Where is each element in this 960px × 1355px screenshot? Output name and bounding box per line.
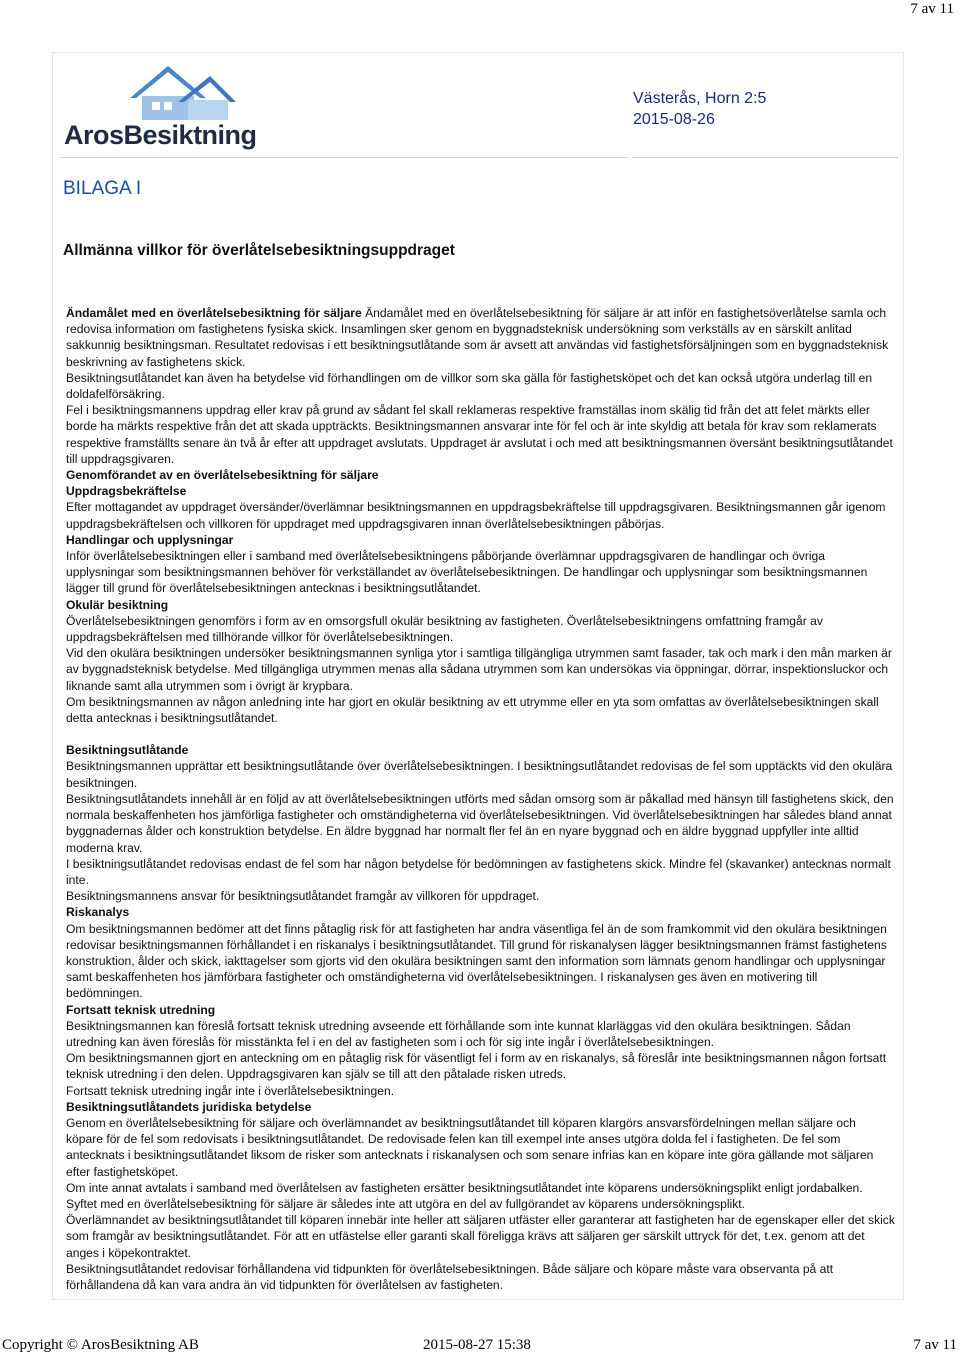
section-heading: Besiktningsutlåtandets juridiska betydelse bbox=[66, 1099, 312, 1114]
paragraph: Besiktningsmannen upprättar ett besiktningsutlåtande över överlåtelsebesiktningen. I besiktningsutlåtandet redovisas de fel som upptäckts vid den okulära besiktningen. bbox=[66, 759, 893, 790]
intro-lead: Ändamålet med en överlåtelsebesiktning för säljare bbox=[66, 306, 362, 320]
header-divider-right bbox=[632, 157, 898, 158]
logo-wordmark: ArosBesiktning bbox=[64, 120, 257, 150]
paragraph: Vid den okulära besiktningen undersöker besiktningsmannen synliga ytor i samtliga tillgängliga utrymmen samt fasader, tak och mark i den mån marken är av byggnadsteknisk betydelse. Med tillgängliga utrymmen menas alla sådana utrymmen som kan undersökas via öppningar, dörrar, inspektionsluckor och liknande samt alla utrymmen som i övrigt är krypbara. bbox=[66, 646, 892, 693]
paragraph: Besiktningsutlåtandets innehåll är en följd av att överlåtelsebesiktningen utförts med sådan omsorg som är påkallad med hänsyn till fastighetens skick, den normala beskaffenheten hos jämförliga fastigheter och omständigheterna vid överlåtelsebesiktningen. Vid överlåtelsebesiktningen har således bland annat byggnadernas ålder och konstruktion betydelse. En äldre byggnad har normalt fler fel än en nyare byggnad och en äldre byggnad uppfyller inte alltid moderna krav. bbox=[66, 791, 894, 855]
paragraph: Besiktningsutlåtandet redovisar förhållandena vid tidpunkten för överlåtelsebesiktningen. Både säljare och köpare måste vara observanta på att förhållandena då kan vara andra än vid tidpunkten för överlåtelsen av fastigheten. bbox=[66, 1261, 834, 1292]
inspection-date: 2015-08-26 bbox=[633, 111, 715, 128]
header-info bbox=[633, 88, 766, 130]
paragraph: Fel i besiktningsmannens uppdrag eller krav på grund av sådant fel skall reklameras respektive framställas inom skälig tid från det att felet märkts eller borde ha märkts respektive från det att skada uppträckts. Besiktningsmannen ansvarar inte för fel och är inte skyldig att betala för krav som reklamerats respektive framställts senare än två år efter att uppdraget avslutats. Uppdraget är avslutat i och med att besiktningsmannen översänt besiktningsutlåtandet till uppdragsgivaren. bbox=[66, 403, 893, 466]
paragraph: Om inte annat avtalats i samband med överlåtelsen av fastigheten ersätter besiktningsutlåtandet inte köparens undersökningsplikt enligt jordabalken. Syftet med en överlåtelsebesiktning för säljare är således inte att utgöra en del av fullgörandet av köparens undersökningsplikt. bbox=[66, 1180, 863, 1211]
document-title: Allmänna villkor för överlåtelsebesiktningsuppdraget bbox=[63, 242, 455, 259]
footer-page-number: 7 av 11 bbox=[913, 1337, 957, 1353]
section-heading: Okulär besiktning bbox=[66, 597, 169, 612]
section-heading: Riskanalys bbox=[66, 905, 130, 920]
paragraph: Om besiktningsmannen gjort en anteckning om en påtaglig risk för väsentligt fel i form av en riskanalys, så föreslår inte besiktningsmannen någon fortsatt teknisk utredning i den delen. Uppdragsgivaren kan själv se till att den påtalade risken utreds. bbox=[66, 1051, 887, 1082]
intro-paragraph bbox=[66, 305, 896, 370]
paragraph: Fortsatt teknisk utredning ingår inte i överlåtelsebesiktningen. bbox=[66, 1083, 395, 1098]
paragraph: Överlåtelsebesiktningen genomförs i form av en omsorgsfull okulär besiktning av fastigheten. Överlåtelsebesiktningens omfattning framgår av uppdragsbekräftelsen med tillhörande villkor för överlåtelsebesiktningen. bbox=[66, 613, 823, 645]
paragraph: Om besiktningsmannen av någon anledning inte har gjort en okulär besiktning av ett utrymme eller en yta som omfattas av överlåtelsebesiktningen skall detta antecknas i besiktningsutlåtandet. bbox=[66, 694, 879, 726]
appendix-label: BILAGA I bbox=[63, 178, 142, 199]
paragraph: Om besiktningsmannen bedömer att det finns påtaglig risk för att fastigheten har andra väsentliga fel än de som framkommit vid den okulära besiktningen redovisar besiktningsmannen förhållandet i en riskanalys i besiktningsutlåtandet. Till grund för riskanalysen lägger besiktningsmannen främst fastighetens konstruktion, ålder och skick, iakttagelser som gjorts vid den okulära besiktningen samt den information som lämnats genom handlingar och upplysningar samt beskaffenheten hos jämförbara fastigheter och omständigheterna vid överlåtelsebesiktningen. I riskanalysen ges även en motivering till bedömningen. bbox=[66, 921, 887, 1001]
footer-copyright: Copyright © ArosBesiktning AB bbox=[2, 1337, 199, 1353]
section-heading: Uppdragsbekräftelse bbox=[66, 484, 187, 499]
property-location: Västerås, Horn 2:5 bbox=[633, 90, 767, 107]
paragraph: Besiktningsmannens ansvar för besiktningsutlåtandet framgår av villkoren för uppdraget. bbox=[66, 889, 540, 904]
spacer bbox=[66, 726, 896, 742]
paragraph: Besiktningsmannen kan föreslå fortsatt teknisk utredning avseende ett förhållande som inte kunnat klarläggas vid den okulära besiktningen. Sådan utredning kan även föreslås för misstänkta fel i en del av fastigheten som i och för sig inte ingår i överlåtelsebesiktningen. bbox=[66, 1018, 851, 1049]
section-heading: Genomförandet av en överlåtelsebesiktning för säljare bbox=[66, 468, 379, 483]
house-logo-icon bbox=[120, 58, 240, 122]
header-divider-left bbox=[60, 157, 628, 158]
section-heading: Handlingar och upplysningar bbox=[66, 532, 234, 547]
section-heading: Besiktningsutlåtande bbox=[66, 743, 189, 758]
paragraph: I besiktningsutlåtandet redovisas endast de fel som har någon betydelse för bedömningen av fastighetens skick. Mindre fel (skavanker) antecknas normalt inte. bbox=[66, 856, 891, 887]
terms-body bbox=[66, 305, 896, 1293]
paragraph: Inför överlåtelsebesiktningen eller i samband med överlåtelsebesiktningens påbörjande överlämnar uppdragsgivaren de handlingar och övriga upplysningar som besiktningsmannen behöver för verkställandet av överlåtelsebesiktningen. De handlingar och upplysningar som besiktningsmannen lägger till grund för överlåtelsebesiktningen antecknas i besiktningsutlåtandet. bbox=[66, 549, 868, 596]
intro-text: Ändamålet med en överlåtelsebesiktning för säljare är att inför en fastighetsöverlåtelse samla och redovisa information om fastighetens fysiska skick. Insamlingen sker genom en byggnadsteknisk undersökning som verkställs av en särskilt anlitad sakkunnig besiktningsman. Resultatet redovisas i ett besiktningsutlåtande som är avsett att användas vid fastighetsförsäljningen som en byggnadsteknisk beskrivning av fastighetens skick. bbox=[66, 306, 889, 369]
footer-print-timestamp: 2015-08-27 15:38 bbox=[423, 1337, 531, 1353]
company-logo bbox=[60, 58, 280, 156]
paragraph: Besiktningsutlåtandet kan även ha betydelse vid förhandlingen om de villkor som ska gälla för fastighetsköpet och det kan också utgöra underlag till en doldafelförsäkring. bbox=[66, 370, 873, 402]
page-counter-top: 7 av 11 bbox=[910, 1, 954, 17]
section-heading: Fortsatt teknisk utredning bbox=[66, 1002, 216, 1017]
paragraph: Genom en överlåtelsebesiktning för säljare och överlämnandet av besiktningsutlåtandet till köparen klargörs ansvarsfördelningen mellan säljare och köpare för de fel som redovisats i besiktningsutlåtandet. De redovisade felen kan till exempel inte anses utgöra dolda fel i fastigheten. De fel som antecknats i besiktningsutlåtandet liksom de risker som antecknats i riskanalysen och som senare infrias kan en köpare inte göra gällande mot säljaren efter fastighetsköpet. bbox=[66, 1115, 874, 1179]
print-footer bbox=[0, 1336, 960, 1355]
paragraph: Efter mottagandet av uppdraget översänder/överlämnar besiktningsmannen en uppdragsbekräftelse till uppdragsgivaren. Besiktningsmannen går igenom uppdragsbekräftelsen och villkoren för uppdraget med uppdragsgivaren innan överlåtelsebesiktningen påbörjas. bbox=[66, 500, 886, 531]
paragraph: Överlämnandet av besiktningsutlåtandet till köparen innebär inte heller att säljaren utfäster eller garanterar att fastigheten har de egenskaper eller det skick som framgår av besiktningsutlåtandet. För att en utfästelse eller garanti skall föreligga krävs att säljaren ger särskilt uttryck för det, t.ex. genom att det anges i köpekontraktet. bbox=[66, 1213, 895, 1260]
